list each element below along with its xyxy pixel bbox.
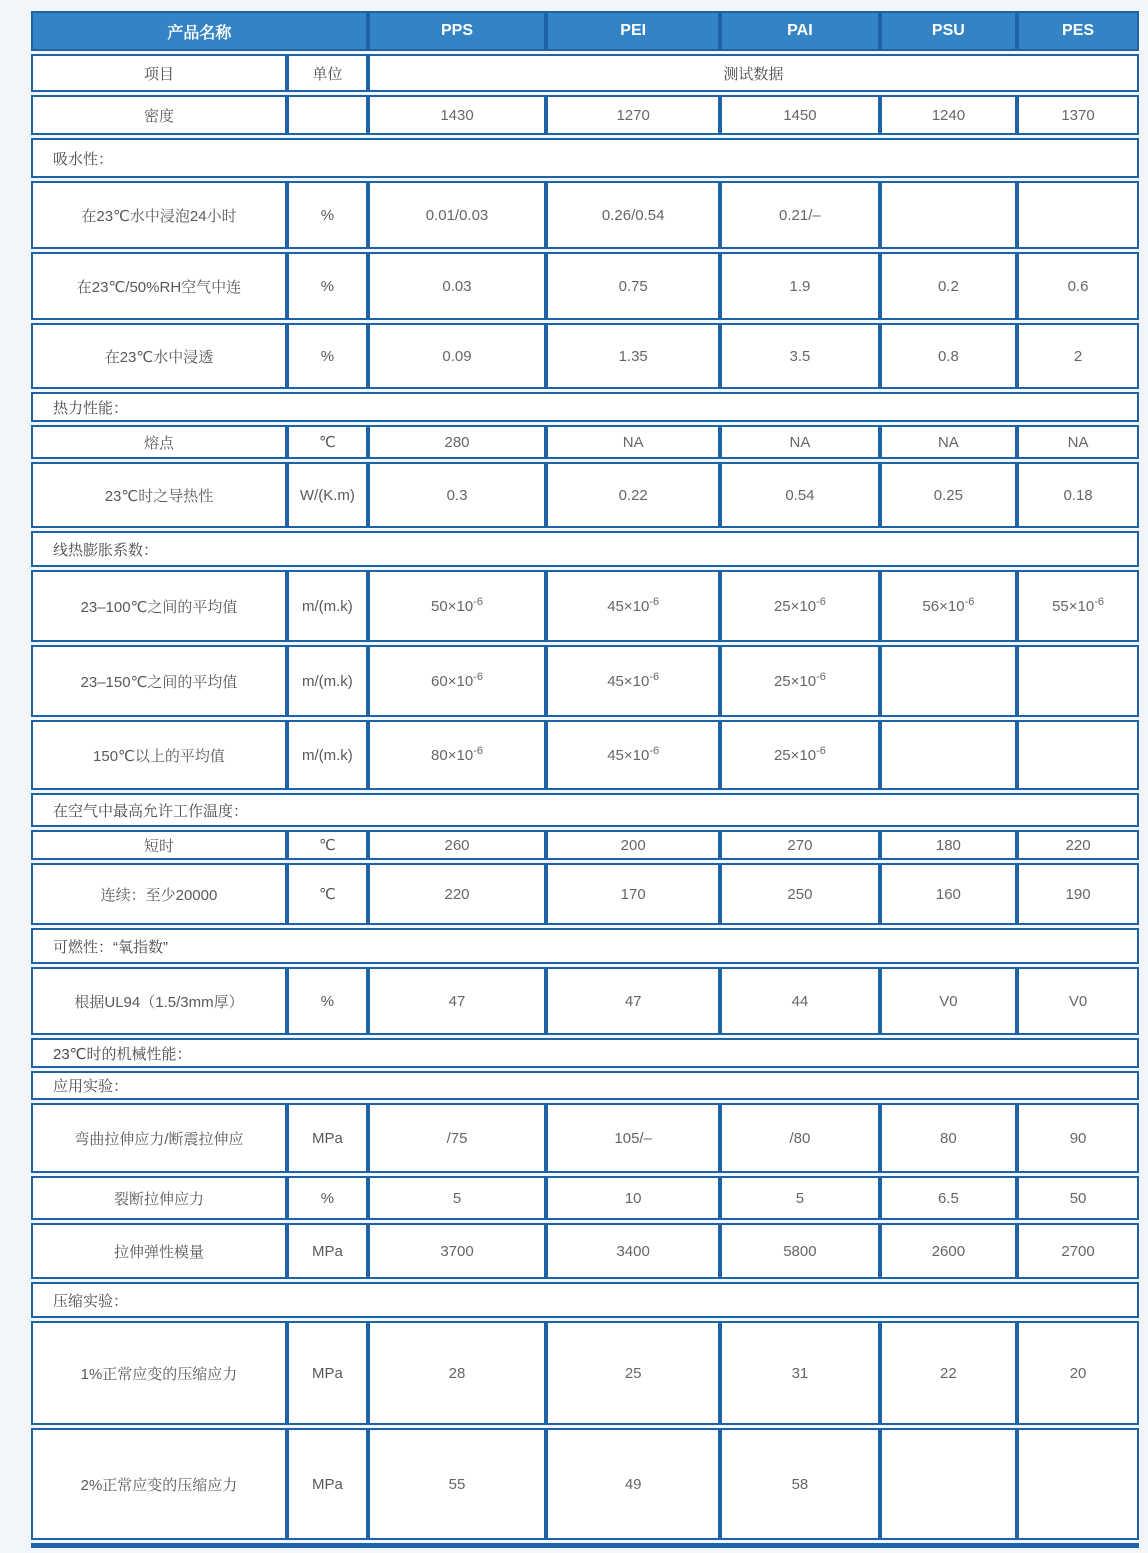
- value-cell: 2700: [1017, 1223, 1139, 1279]
- unit-cell: MPa: [287, 1223, 368, 1279]
- item-header: 项目: [31, 54, 287, 92]
- value-cell: 0.09: [368, 323, 546, 389]
- row-label-cell: 根据UL94（1.5/3mm厚）: [31, 967, 287, 1035]
- value-cell: [880, 1428, 1017, 1540]
- unit-cell: %: [287, 967, 368, 1035]
- table-row: [31, 830, 1139, 860]
- row-label-cell: 短时: [31, 830, 287, 860]
- value-cell: [880, 645, 1017, 717]
- row-label-cell: 23–100℃之间的平均值: [31, 570, 287, 642]
- row-label-cell: 密度: [31, 95, 287, 135]
- value-cell: 44: [720, 967, 880, 1035]
- row-label-cell: 23℃时之导热性: [31, 462, 287, 528]
- unit-cell: ℃: [287, 830, 368, 860]
- unit-cell: %: [287, 252, 368, 320]
- value-cell: 220: [368, 863, 546, 925]
- table-row: [31, 967, 1139, 1035]
- unit-cell: MPa: [287, 1321, 368, 1425]
- section-label: 热力性能：: [31, 392, 1139, 422]
- row-label-cell: 连续：至少20000: [31, 863, 287, 925]
- value-cell: 220: [1017, 830, 1139, 860]
- value-cell: 105/–: [546, 1103, 720, 1173]
- value-cell: /80: [720, 1103, 880, 1173]
- value-cell: [880, 181, 1017, 249]
- value-cell: 49: [546, 1428, 720, 1540]
- value-cell: $25\times 10^{-6}$: [720, 720, 880, 790]
- unit-cell: %: [287, 323, 368, 389]
- value-cell: $50\times 10^{-6}$: [368, 570, 546, 642]
- row-label-cell: 2%正常应变的压缩应力: [31, 1428, 287, 1540]
- value-cell: [880, 720, 1017, 790]
- table-row: [31, 181, 1139, 249]
- product-name-header: 产品名称: [31, 11, 368, 51]
- unit-cell: m/(m.k): [287, 570, 368, 642]
- unit-cell: %: [287, 181, 368, 249]
- table-row: [31, 95, 1139, 135]
- value-cell: 58: [720, 1428, 880, 1540]
- value-cell: 3400: [546, 1223, 720, 1279]
- value-cell: NA: [1017, 425, 1139, 459]
- row-label-cell: 在23℃/50%RH空气中连: [31, 252, 287, 320]
- column-header-psu: PSU: [880, 11, 1017, 51]
- row-label-cell: 裂断拉伸应力: [31, 1176, 287, 1220]
- value-cell: $25\times 10^{-6}$: [720, 645, 880, 717]
- value-cell: 0.8: [880, 323, 1017, 389]
- value-cell: 0.2: [880, 252, 1017, 320]
- value-cell: 1240: [880, 95, 1017, 135]
- column-header-pai: PAI: [720, 11, 880, 51]
- table-row: [31, 1176, 1139, 1220]
- section-label: 23℃时的机械性能：: [31, 1038, 1139, 1068]
- unit-cell: [287, 95, 368, 135]
- value-cell: 6.5: [880, 1176, 1017, 1220]
- unit-cell: MPa: [287, 1428, 368, 1540]
- value-cell: 3700: [368, 1223, 546, 1279]
- value-cell: $25\times 10^{-6}$: [720, 570, 880, 642]
- table-row: [31, 1428, 1139, 1540]
- value-cell: 90: [1017, 1103, 1139, 1173]
- value-cell: 200: [546, 830, 720, 860]
- table-row: [31, 323, 1139, 389]
- table-row: [31, 720, 1139, 790]
- value-cell: 22: [880, 1321, 1017, 1425]
- section-row: [31, 531, 1139, 567]
- row-label-cell: 在23℃水中浸泡24小时: [31, 181, 287, 249]
- value-cell: 2: [1017, 323, 1139, 389]
- value-cell: 260: [368, 830, 546, 860]
- value-cell: 3.5: [720, 323, 880, 389]
- value-cell: $80\times 10^{-6}$: [368, 720, 546, 790]
- value-cell: 160: [880, 863, 1017, 925]
- section-row: [31, 1282, 1139, 1318]
- table-row: [31, 252, 1139, 320]
- unit-cell: m/(m.k): [287, 645, 368, 717]
- value-cell: 80: [880, 1103, 1017, 1173]
- section-label: 在空气中最高允许工作温度：: [31, 793, 1139, 827]
- value-cell: 0.3: [368, 462, 546, 528]
- value-cell: [1017, 645, 1139, 717]
- unit-cell: m/(m.k): [287, 720, 368, 790]
- table-body: [31, 95, 1139, 1540]
- value-cell: 0.75: [546, 252, 720, 320]
- unit-cell: ℃: [287, 863, 368, 925]
- value-cell: 0.21/–: [720, 181, 880, 249]
- section-row: [31, 138, 1139, 178]
- value-cell: 55: [368, 1428, 546, 1540]
- column-header-pes: PES: [1017, 11, 1139, 51]
- value-cell: 0.03: [368, 252, 546, 320]
- value-cell: $56\times 10^{-6}$: [880, 570, 1017, 642]
- section-row: [31, 793, 1139, 827]
- value-cell: 270: [720, 830, 880, 860]
- value-cell: /75: [368, 1103, 546, 1173]
- value-cell: 50: [1017, 1176, 1139, 1220]
- section-label: 可燃性：“氧指数”: [31, 928, 1139, 964]
- value-cell: 1.35: [546, 323, 720, 389]
- unit-header: 单位: [287, 54, 368, 92]
- value-cell: 28: [368, 1321, 546, 1425]
- value-cell: [1017, 181, 1139, 249]
- value-cell: $45\times 10^{-6}$: [546, 720, 720, 790]
- value-cell: 20: [1017, 1321, 1139, 1425]
- value-cell: 0.54: [720, 462, 880, 528]
- value-cell: 31: [720, 1321, 880, 1425]
- value-cell: 25: [546, 1321, 720, 1425]
- value-cell: 0.26/0.54: [546, 181, 720, 249]
- value-cell: 0.18: [1017, 462, 1139, 528]
- row-label-cell: 拉伸弹性模量: [31, 1223, 287, 1279]
- value-cell: 170: [546, 863, 720, 925]
- table-row: [31, 863, 1139, 925]
- table-row: [31, 425, 1139, 459]
- section-label: 压缩实验：: [31, 1282, 1139, 1318]
- value-cell: NA: [720, 425, 880, 459]
- unit-cell: %: [287, 1176, 368, 1220]
- value-cell: $60\times 10^{-6}$: [368, 645, 546, 717]
- subheader-row: [31, 54, 1139, 92]
- value-cell: [1017, 1428, 1139, 1540]
- unit-cell: W/(K.m): [287, 462, 368, 528]
- value-cell: 0.01/0.03: [368, 181, 546, 249]
- table-row: [31, 570, 1139, 642]
- section-label: 线热膨胀系数：: [31, 531, 1139, 567]
- table-row: [31, 1103, 1139, 1173]
- value-cell: 1430: [368, 95, 546, 135]
- column-header-pps: PPS: [368, 11, 546, 51]
- column-header-pei: PEI: [546, 11, 720, 51]
- value-cell: $45\times 10^{-6}$: [546, 645, 720, 717]
- value-cell: 0.6: [1017, 252, 1139, 320]
- value-cell: V0: [880, 967, 1017, 1035]
- value-cell: NA: [880, 425, 1017, 459]
- value-cell: 0.25: [880, 462, 1017, 528]
- value-cell: NA: [546, 425, 720, 459]
- value-cell: 0.22: [546, 462, 720, 528]
- row-label-cell: 在23℃水中浸透: [31, 323, 287, 389]
- value-cell: V0: [1017, 967, 1139, 1035]
- value-cell: 190: [1017, 863, 1139, 925]
- table-row: [31, 1223, 1139, 1279]
- value-cell: 180: [880, 830, 1017, 860]
- value-cell: 5800: [720, 1223, 880, 1279]
- section-row: [31, 1038, 1139, 1068]
- value-cell: $55\times 10^{-6}$: [1017, 570, 1139, 642]
- row-label-cell: 弯曲拉伸应力/断震拉伸应: [31, 1103, 287, 1173]
- row-label-cell: 1%正常应变的压缩应力: [31, 1321, 287, 1425]
- section-row: [31, 928, 1139, 964]
- value-cell: 1450: [720, 95, 880, 135]
- value-cell: 47: [368, 967, 546, 1035]
- value-cell: 1370: [1017, 95, 1139, 135]
- row-label-cell: 150℃以上的平均值: [31, 720, 287, 790]
- test-data-header: 测试数据: [368, 54, 1139, 92]
- table-row: [31, 645, 1139, 717]
- table-row: [31, 1321, 1139, 1425]
- section-row: [31, 1071, 1139, 1100]
- section-label: 吸水性：: [31, 138, 1139, 178]
- unit-cell: ℃: [287, 425, 368, 459]
- value-cell: 1.9: [720, 252, 880, 320]
- value-cell: 250: [720, 863, 880, 925]
- section-row: [31, 392, 1139, 422]
- value-cell: 10: [546, 1176, 720, 1220]
- material-properties-table: [31, 8, 1139, 1548]
- value-cell: [1017, 720, 1139, 790]
- value-cell: $45\times 10^{-6}$: [546, 570, 720, 642]
- section-label: 应用实验：: [31, 1071, 1139, 1100]
- value-cell: 1270: [546, 95, 720, 135]
- value-cell: 5: [720, 1176, 880, 1220]
- row-label-cell: 23–150℃之间的平均值: [31, 645, 287, 717]
- value-cell: 5: [368, 1176, 546, 1220]
- value-cell: 47: [546, 967, 720, 1035]
- product-header-row: [31, 11, 1139, 51]
- value-cell: 2600: [880, 1223, 1017, 1279]
- table-row: [31, 462, 1139, 528]
- value-cell: 280: [368, 425, 546, 459]
- unit-cell: MPa: [287, 1103, 368, 1173]
- row-label-cell: 熔点: [31, 425, 287, 459]
